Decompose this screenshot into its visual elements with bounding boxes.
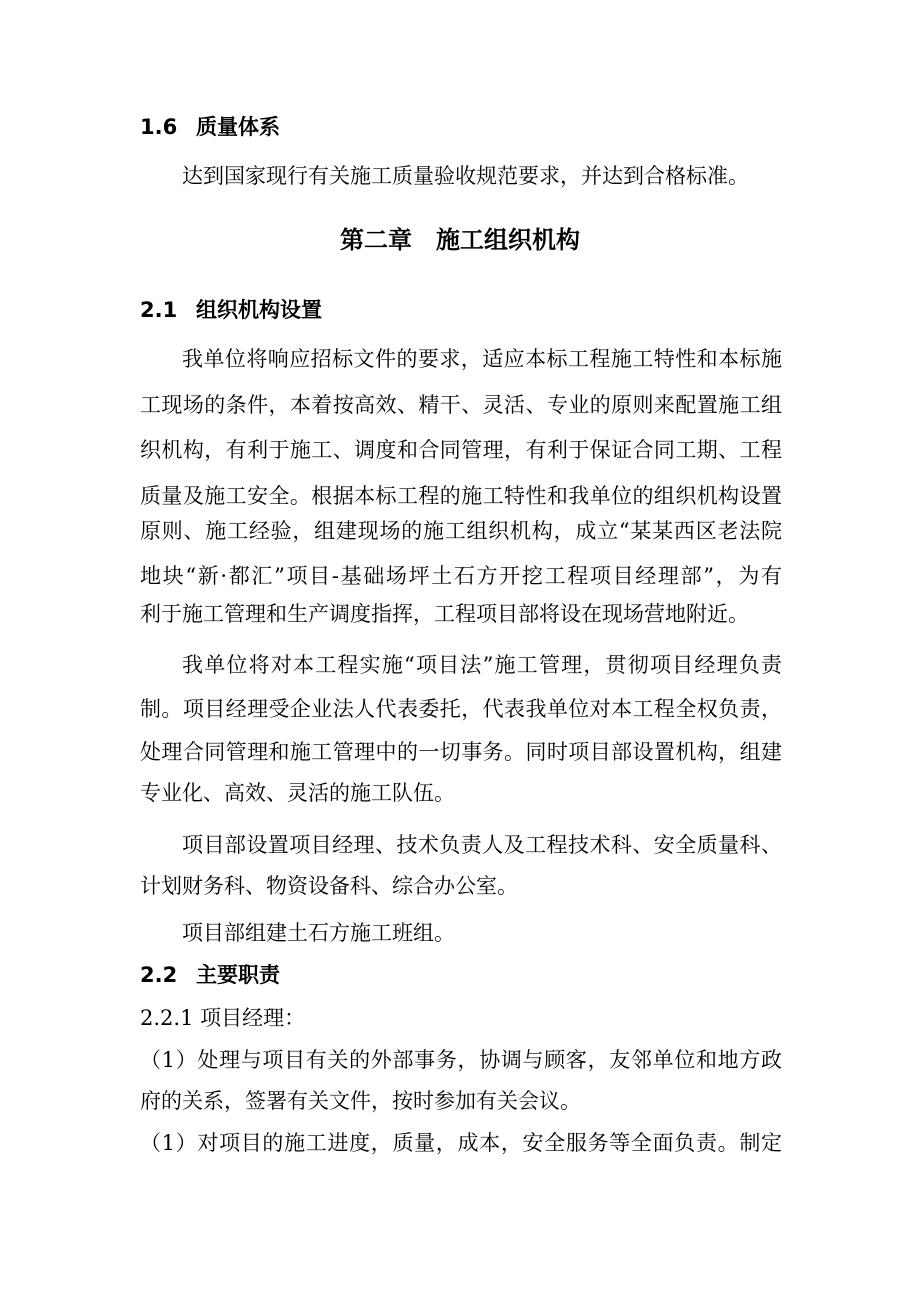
paragraph-line: 地块“新·都汇”项目-基础场坪土石方开挖工程项目经理部”，为有 [140, 564, 782, 588]
paragraph-line: 处理合同管理和施工管理中的一切事务。同时项目部设置机构，组建 [140, 740, 782, 764]
paragraph-line: 专业化、高效、灵活的施工队伍。 [140, 781, 455, 805]
paragraph-line: 制。项目经理受企业法人代表委托，代表我单位对本工程全权负责， [140, 697, 782, 721]
paragraph-line: 我单位将响应招标文件的要求，适应本标工程施工特性和本标施 [182, 347, 782, 371]
paragraph-line: 项目部设置项目经理、技术负责人及工程技术科、安全质量科、 [182, 833, 782, 857]
paragraph-line: 质量及施工安全。根据本标工程的施工特性和我单位的组织机构设置 [140, 484, 782, 508]
paragraph-line: 计划财务科、物资设备科、综合办公室。 [140, 874, 518, 898]
paragraph-line: 原则、施工经验，组建现场的施工组织机构，成立“某某西区老法院 [140, 519, 782, 543]
subsection-2-2-1-title: 2.2.1 项目经理： [140, 1006, 306, 1030]
section-title: 主要职责 [196, 963, 280, 987]
list-item-line: 府的关系，签署有关文件，按时参加有关会议。 [140, 1089, 581, 1113]
section-1-6-heading [0, 114, 920, 140]
section-2-2-heading [0, 962, 920, 988]
paragraph-line: 工现场的条件，本着按高效、精干、灵活、专业的原则来配置施工组 [140, 393, 782, 417]
paragraph-line: 利于施工管理和生产调度指挥，工程项目部将设在现场营地附近。 [140, 602, 749, 626]
section-number: 2.1 [140, 298, 178, 322]
section-1-6-body: 达到国家现行有关施工质量验收规范要求，并达到合格标准。 [182, 164, 749, 188]
paragraph-line: 织机构，有利于施工、调度和合同管理，有利于保证合同工期、工程 [140, 438, 782, 462]
section-2-1-heading [0, 297, 920, 323]
paragraph-4: 项目部组建土石方施工班组。 [182, 921, 455, 945]
section-title: 组织机构设置 [196, 298, 322, 322]
section-number: 1.6 [140, 115, 178, 139]
chapter-title: 第二章 施工组织机构 [340, 226, 580, 254]
section-title: 质量体系 [196, 115, 280, 139]
list-item-line: （1）处理与项目有关的外部事务，协调与顾客，友邻单位和地方政 [140, 1048, 782, 1072]
paragraph-line: 我单位将对本工程实施“项目法”施工管理，贯彻项目经理负责 [182, 653, 782, 677]
section-number: 2.2 [140, 963, 178, 987]
duty-item-2: （1）对项目的施工进度，质量，成本，安全服务等全面负责。制定 [140, 1131, 782, 1155]
